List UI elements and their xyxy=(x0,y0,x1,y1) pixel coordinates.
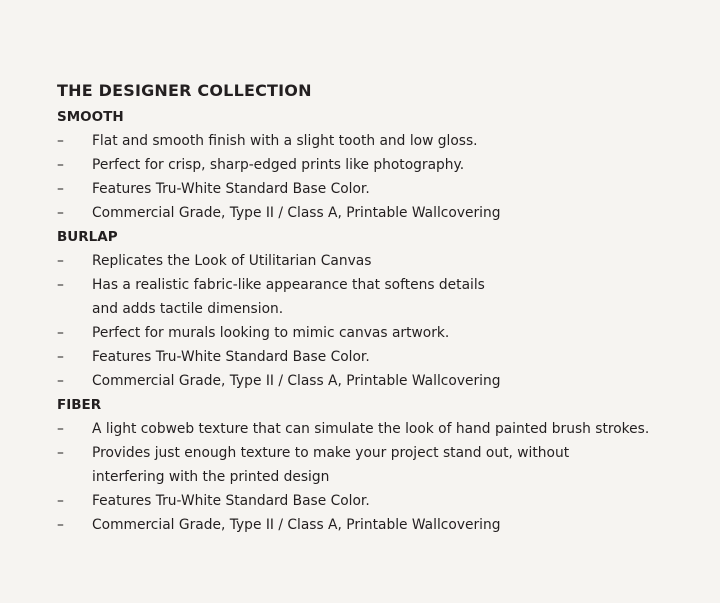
list-item-text: Features Tru-White Standard Base Color. xyxy=(92,349,370,365)
page-title: THE DESIGNER COLLECTION xyxy=(57,81,312,100)
bullet-dash: – xyxy=(57,349,64,365)
bullet-dash: – xyxy=(57,205,64,221)
section-smooth xyxy=(57,105,712,225)
bullet-dash: – xyxy=(57,517,64,533)
list-item-text: A light cobweb texture that can simulate the look of hand painted brush strokes. xyxy=(92,421,650,437)
bullet-dash: – xyxy=(57,181,64,197)
bullet-dash: – xyxy=(57,325,64,341)
section-heading: FIBER xyxy=(57,397,102,413)
section-burlap xyxy=(57,225,712,393)
list-item-text: Flat and smooth finish with a slight tooth and low gloss. xyxy=(92,133,478,149)
list-item-text: Commercial Grade, Type II / Class A, Printable Wallcovering xyxy=(92,517,501,533)
list-item xyxy=(57,201,712,225)
bullet-dash: – xyxy=(57,445,64,461)
list-item-text: Has a realistic fabric-like appearance that softens details and adds tactile dimension. xyxy=(92,277,485,317)
list-item xyxy=(57,441,712,489)
list-item xyxy=(57,153,712,177)
list-item xyxy=(57,273,712,321)
bullet-dash: – xyxy=(57,157,64,173)
bullet-dash: – xyxy=(57,493,64,509)
list-item-text: Perfect for murals looking to mimic canvas artwork. xyxy=(92,325,450,341)
list-item xyxy=(57,129,712,153)
list-item-text: Provides just enough texture to make your project stand out, without interfering with the printed design xyxy=(92,445,570,485)
list-item-text: Commercial Grade, Type II / Class A, Printable Wallcovering xyxy=(92,373,501,389)
section-heading: BURLAP xyxy=(57,229,118,245)
list-item-text: Features Tru-White Standard Base Color. xyxy=(92,181,370,197)
list-item xyxy=(57,321,712,345)
list-item xyxy=(57,249,712,273)
list-item xyxy=(57,489,712,513)
bullet-dash: – xyxy=(57,133,64,149)
list-item-text: Perfect for crisp, sharp-edged prints like photography. xyxy=(92,157,465,173)
list-item xyxy=(57,417,712,441)
document-body xyxy=(57,80,712,537)
list-item xyxy=(57,513,712,537)
bullet-dash: – xyxy=(57,253,64,269)
list-item xyxy=(57,345,712,369)
list-item xyxy=(57,177,712,201)
bullet-dash: – xyxy=(57,277,64,293)
list-item-text: Features Tru-White Standard Base Color. xyxy=(92,493,370,509)
list-item-text: Replicates the Look of Utilitarian Canvas xyxy=(92,253,372,269)
bullet-dash: – xyxy=(57,421,64,437)
section-fiber xyxy=(57,393,712,537)
list-item-text: Commercial Grade, Type II / Class A, Printable Wallcovering xyxy=(92,205,501,221)
section-heading: SMOOTH xyxy=(57,109,124,125)
bullet-dash: – xyxy=(57,373,64,389)
list-item xyxy=(57,369,712,393)
